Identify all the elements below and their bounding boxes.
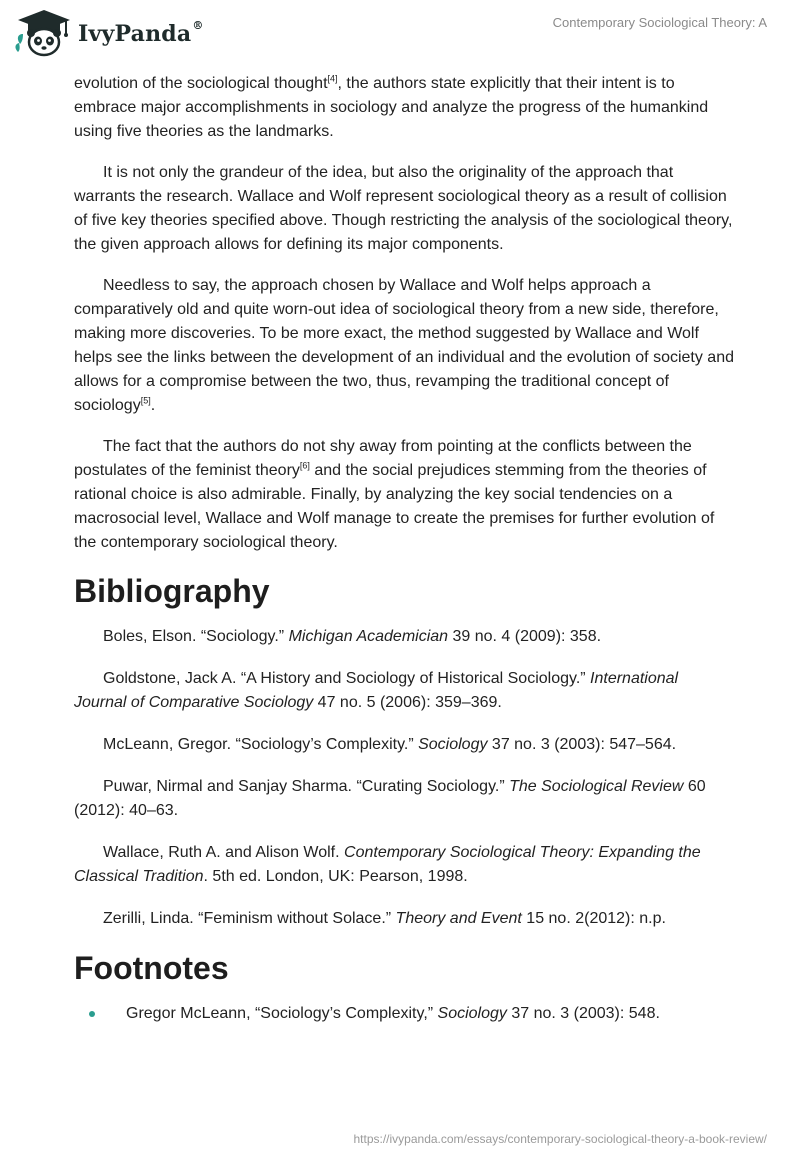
bibliography-entry: Puwar, Nirmal and Sanjay Sharma. “Curating Sociology.” The Sociological Review 60 (2012): 40–63. <box>74 778 706 819</box>
bibliography-entry: Zerilli, Linda. “Feminism without Solace.” Theory and Event 15 no. 2(2012): n.p. <box>103 910 666 927</box>
footnote-item: Gregor McLeann, “Sociology’s Complexity,” Sociology 37 no. 3 (2003): 548. <box>74 1002 734 1026</box>
bibliography-entry: Boles, Elson. “Sociology.” Michigan Academician 39 no. 4 (2009): 358. <box>103 628 602 645</box>
body-paragraph: Needless to say, the approach chosen by Wallace and Wolf helps approach a comparatively old and quite worn-out idea of sociological theory from a new side, therefore, making more discoveries. To be more exact, the method suggested by Wallace and Wolf helps see the links between the development of an individual and the evolution of society and allows for a compromise between the two, thus, revamping the traditional concept of sociology[5]. <box>74 277 734 414</box>
document-title: Contemporary Sociological Theory: A <box>552 15 767 30</box>
logo-wordmark: IvyPanda® <box>78 19 204 47</box>
body-paragraph: evolution of the sociological thought[4], the authors state explicitly that their intent is to embrace major accomplishments in sociology and analyze the progress of the humankind using five theories as the landmarks. <box>74 73 709 140</box>
ivypanda-logo[interactable] <box>14 8 214 58</box>
panda-graduate-icon <box>14 8 74 58</box>
footnotes-list <box>74 1002 734 1026</box>
page-header <box>0 0 800 64</box>
footnote-ref-6[interactable]: [6] <box>299 460 310 471</box>
footnotes-heading: Footnotes <box>74 950 229 986</box>
footnote-ref-4[interactable]: [4] <box>327 73 338 84</box>
bibliography-heading: Bibliography <box>74 573 270 609</box>
bibliography-entry: Goldstone, Jack A. “A History and Sociology of Historical Sociology.” International Journal of Comparative Sociology 47 no. 5 (2006): 359–369. <box>74 670 679 711</box>
bullet-icon <box>89 1011 95 1017</box>
bibliography-entry: Wallace, Ruth A. and Alison Wolf. Contemporary Sociological Theory: Expanding the Classical Tradition. 5th ed. London, UK: Pearson, 1998. <box>74 844 701 885</box>
footnote-ref-5[interactable]: [5] <box>140 395 151 406</box>
bibliography-entry: McLeann, Gregor. “Sociology’s Complexity.” Sociology 37 no. 3 (2003): 547–564. <box>103 736 677 753</box>
essay-content <box>74 72 734 1026</box>
source-url[interactable]: https://ivypanda.com/essays/contemporary-sociological-theory-a-book-review/ <box>353 1132 767 1146</box>
body-paragraph: It is not only the grandeur of the idea, but also the originality of the approach that warrants the research. Wallace and Wolf represent sociological theory as a result of collision of five key theories specified above. Though restricting the analysis of the sociological theory, the given approach allows for defining its major components. <box>74 164 733 253</box>
body-paragraph: The fact that the authors do not shy away from pointing at the conflicts between the postulates of the feminist theory[6] and the social prejudices stemming from the theories of rational choice is also admirable. Finally, by analyzing the key social tendencies on a macrosocial level, Wallace and Wolf manage to create the premises for further evolution of the contemporary sociological theory. <box>74 438 715 551</box>
